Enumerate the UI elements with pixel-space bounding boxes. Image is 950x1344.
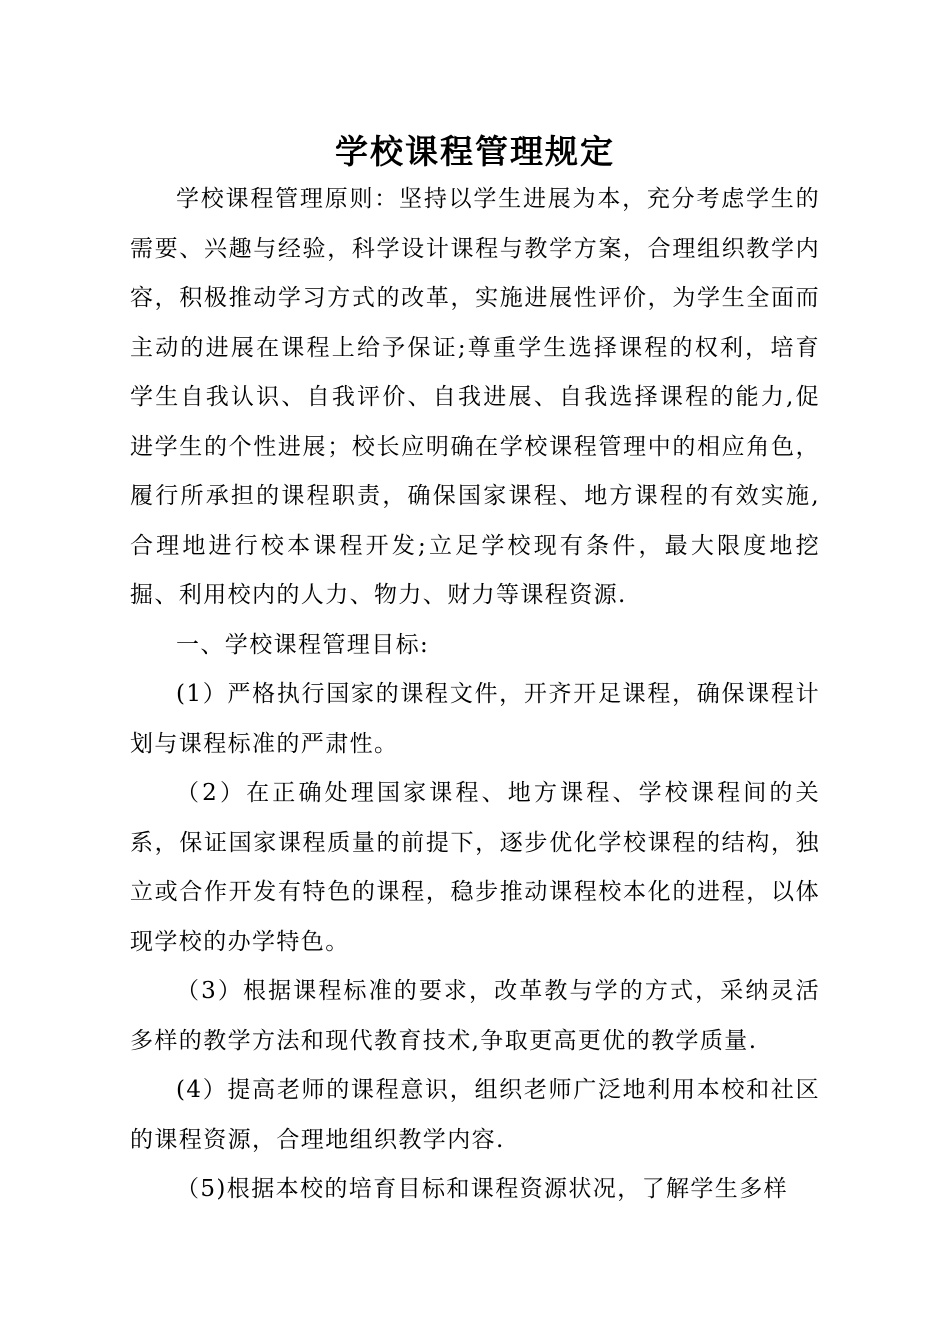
paragraph-principles: 学校课程管理原则：坚持以学生进展为本，充分考虑学生的需要、兴趣与经验，科学设计课程与教学方案，合理组织教学内容，积极推动学习方式的改革，实施进展性评价，为学生全面而主动的进展在课程上给予保证;尊重学生选择课程的权利，培育学生自我认识、自我评价、自我进展、自我选择课程的能力,促进学生的个性进展；校长应明确在学校课程管理中的相应角色，履行所承担的课程职责，确保国家课程、地方课程的有效实施,合理地进行校本课程开发;立足学校现有条件，最大限度地挖掘、利用校内的人力、物力、财力等课程资源.: [130, 186, 820, 608]
document-body: [130, 175, 820, 1215]
section-heading-goals: 一、学校课程管理目标:: [176, 631, 430, 658]
paragraph-goal-5: （5)根据本校的培育目标和课程资源状况，了解学生多样: [176, 1176, 789, 1202]
paragraph-goal-2: （2）在正确处理国家课程、地方课程、学校课程间的关系，保证国家课程质量的前提下，逐步优化学校课程的结构，独立或合作开发有特色的课程，稳步推动课程校本化的进程，以体现学校的办学特色。: [130, 780, 820, 955]
paragraph-goal-4: (4）提高老师的课程意识，组织老师广泛地利用本校和社区的课程资源，合理地组织教学内容.: [130, 1077, 820, 1153]
paragraph-goal-1: (1）严格执行国家的课程文件，开齐开足课程，确保课程计划与课程标准的严肃性。: [130, 681, 820, 757]
paragraph-goal-3: （3）根据课程标准的要求，改革教与学的方式，采纳灵活多样的教学方法和现代教育技术,争取更高更优的教学质量.: [130, 978, 820, 1054]
document-title: 学校课程管理规定: [335, 132, 615, 171]
